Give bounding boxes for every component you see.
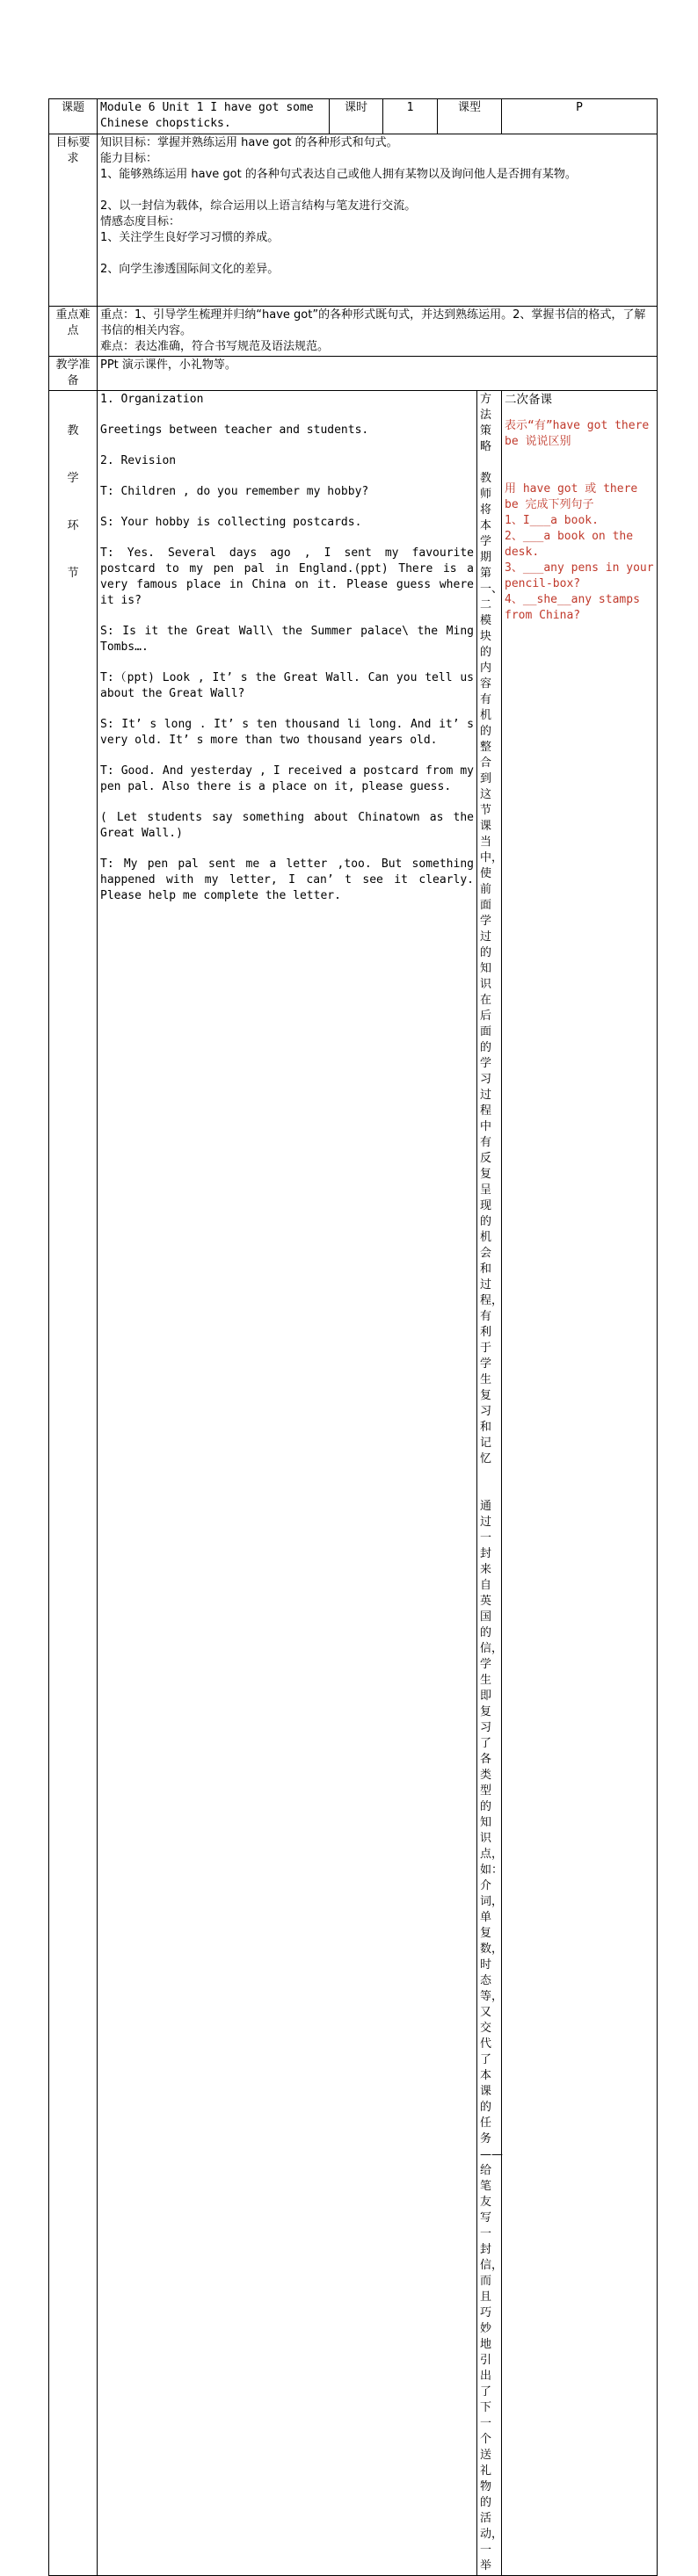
notes-item: 1、I___a book. bbox=[505, 514, 599, 527]
procedure-row bbox=[49, 391, 658, 2576]
notes-item: 3、___any pens in your pencil-box? bbox=[505, 561, 654, 590]
preparation-content: PPt 演示课件，小礼物等。 bbox=[98, 357, 658, 391]
spacer bbox=[100, 246, 654, 262]
lesson-plan-page bbox=[48, 98, 656, 2572]
key-point-line: 重点：1、引导学生梳理并归纳“have got”的各种形式既句式，并达到熟练运用。2、掌握书信的格式，了解书信的相关内容。 bbox=[100, 308, 646, 337]
hours-label: 课时 bbox=[330, 99, 383, 134]
procedure-line: Greetings between teacher and students. bbox=[100, 423, 369, 437]
topic-value: Module 6 Unit 1 I have got some Chinese chopsticks. bbox=[98, 99, 330, 134]
objective-line: 能力目标： bbox=[100, 152, 158, 165]
notes-block: 表示“有”have got there be 说说区别 bbox=[505, 419, 650, 448]
procedure-label-char: 环 bbox=[67, 519, 79, 532]
lesson-plan-table bbox=[48, 98, 658, 2576]
procedure-line: T: Yes. Several days ago , I sent my favourite postcard to my pen pal in England.(ppt) There is a very famous place in China on it. Please guess where it is? bbox=[100, 546, 474, 607]
notes-column bbox=[502, 391, 658, 2576]
key-points-content bbox=[98, 307, 658, 357]
procedure-label-char: 教 bbox=[67, 424, 79, 438]
objectives-label: 目标要求 bbox=[49, 134, 98, 307]
objectives-content bbox=[98, 134, 658, 307]
strategy-paragraph: 通过一封来自英国的信，学生即复习了各类型的知识点，如：介词，单复数，时态等，又交代了本课的任务——给笔友写一封信，而且巧妙地引出了下一个送礼物的活动，一举 bbox=[480, 1500, 504, 2572]
notes-header: 二次备课 bbox=[505, 393, 553, 407]
procedure-content bbox=[98, 391, 477, 2576]
procedure-line: S: It’ s long . It’ s ten thousand li long. And it’ s very old. It’ s more than two thousand years old. bbox=[100, 718, 474, 747]
procedure-line: T: My pen pal sent me a letter ,too. But something happened with my letter, I can’ t see it clearly. Please help me complete the letter. bbox=[100, 857, 474, 902]
header-row bbox=[49, 99, 658, 134]
strategy-paragraph: 教师将本学期第一、二模块的内容有机的整合到这节课当中，使前面学过的知识在后面的学习过程中有反复呈现的机会和过程，有利于学生复习和记忆 bbox=[480, 472, 504, 1465]
procedure-line: S: Your hobby is collecting postcards. bbox=[100, 516, 362, 529]
objective-line: 1、能够熟练运用 have got 的各种句式表达自己或他人拥有某物以及询问他人是否拥有某物。 bbox=[100, 168, 577, 181]
procedure-line: T: Good. And yesterday , I received a postcard from my pen pal. Also there is a place on it, please guess. bbox=[100, 764, 474, 793]
procedure-line: T: Children , do you remember my hobby? bbox=[100, 485, 369, 498]
preparation-row bbox=[49, 357, 658, 391]
procedure-line: ( Let students say something about Chinatown as the Great Wall.) bbox=[100, 811, 474, 840]
objective-line: 1、关注学生良好学习习惯的养成。 bbox=[100, 231, 280, 244]
topic-label: 课题 bbox=[49, 99, 98, 134]
key-point-line: 难点：表达准确，符合书写规范及语法规范。 bbox=[100, 340, 330, 353]
notes-item: 4、__she__any stamps from China? bbox=[505, 593, 640, 622]
objective-line: 知识目标：掌握并熟练运用 have got 的各种形式和句式。 bbox=[100, 136, 398, 149]
strategy-header: 方法策略 bbox=[480, 393, 492, 453]
procedure-line: T:（ppt) Look , It’ s the Great Wall. Can you tell us about the Great Wall? bbox=[100, 671, 474, 700]
notes-item: 2、___a book on the desk. bbox=[505, 530, 634, 559]
strategy-column bbox=[477, 391, 502, 2576]
notes-block: 用 have got 或 there be 完成下列句子 bbox=[505, 482, 638, 511]
objective-line: 情感态度目标： bbox=[100, 215, 181, 228]
objectives-row bbox=[49, 134, 658, 307]
preparation-label: 教学准备 bbox=[49, 357, 98, 391]
objective-line: 2、以一封信为载体，综合运用以上语言结构与笔友进行交流。 bbox=[100, 199, 417, 213]
hours-value: 1 bbox=[383, 99, 438, 134]
type-value: P bbox=[502, 99, 658, 134]
procedure-line: 1. Organization bbox=[100, 393, 204, 406]
key-points-row bbox=[49, 307, 658, 357]
procedure-label bbox=[49, 391, 98, 2576]
type-label: 课型 bbox=[438, 99, 502, 134]
procedure-line: S: Is it the Great Wall\ the Summer palace\ the Ming Tombs…. bbox=[100, 625, 474, 654]
procedure-label-char: 学 bbox=[67, 472, 79, 485]
key-points-label: 重点难点 bbox=[49, 307, 98, 357]
procedure-line: 2. Revision bbox=[100, 454, 177, 467]
spacer bbox=[100, 183, 654, 199]
procedure-label-char: 节 bbox=[67, 567, 79, 580]
objective-line: 2、向学生渗透国际间文化的差异。 bbox=[100, 263, 280, 276]
